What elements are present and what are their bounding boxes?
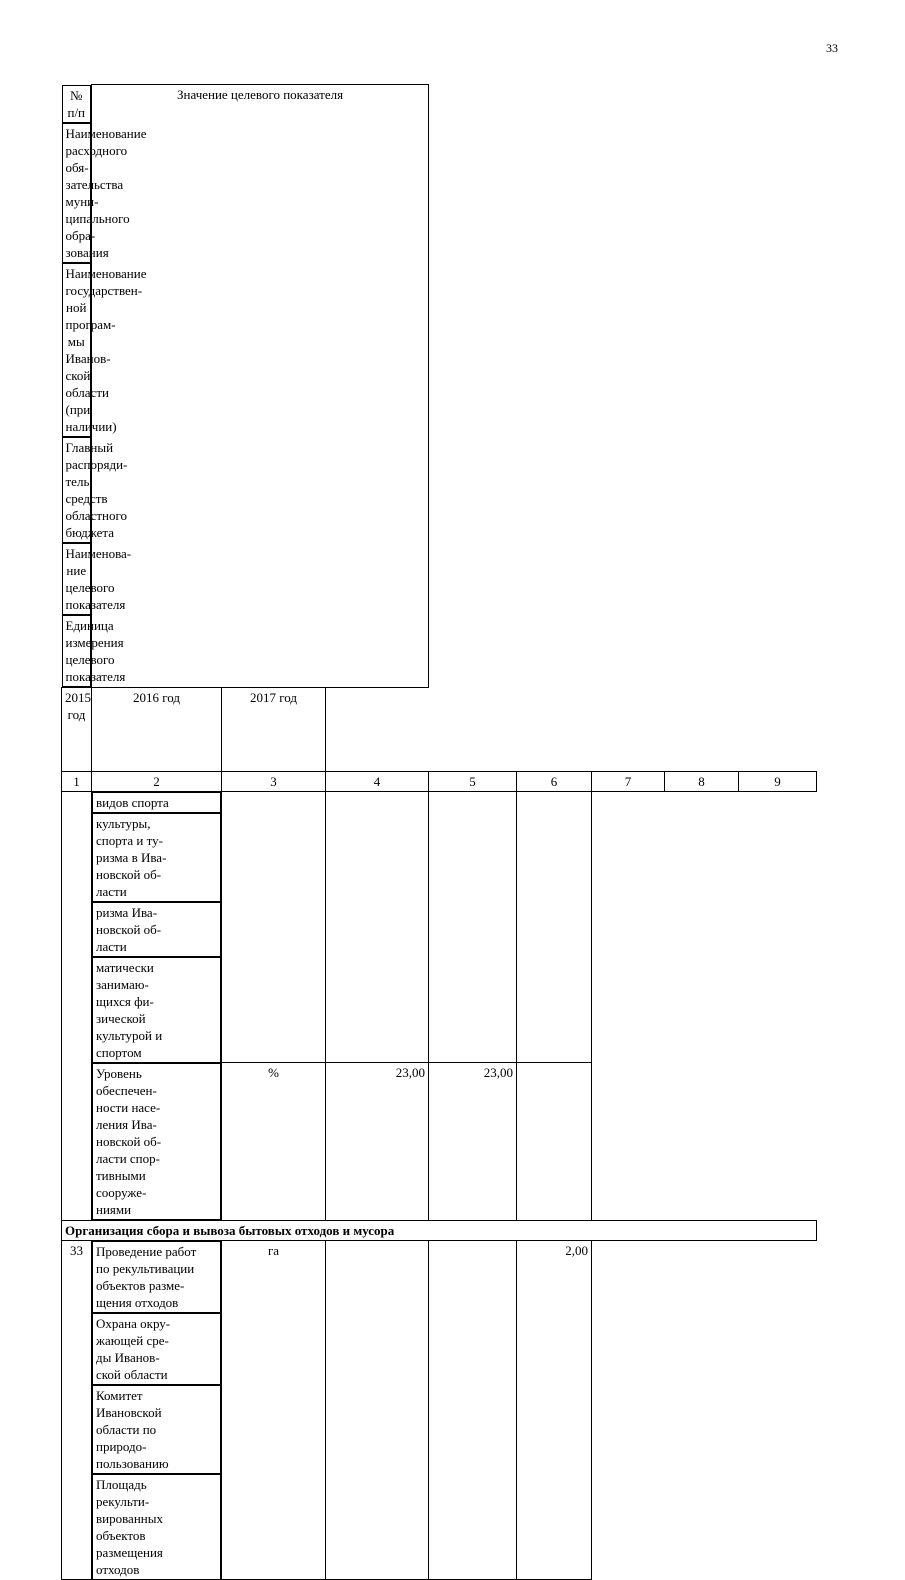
unit-cell: % [222,1063,326,1221]
obligation-cell: видов спорта [92,792,221,813]
obligation-cell: Проведение работ по рекультивации объектов разме- щения отходов [92,1241,221,1313]
program-cell: культуры, спорта и ту- ризма в Ива- новской об- ласти [92,813,221,902]
row-number: 33 [62,1240,92,1580]
page-number: 33 [826,41,838,55]
column-number: 4 [326,771,429,791]
header-target-values: Значение целевого показателя [92,85,429,688]
table-row [62,791,817,1063]
value-2016-cell [429,791,517,1063]
row-number [62,791,92,1220]
header-col-indicator: Наименова- ние целевого показателя [62,543,92,615]
section-title: Организация сбора и вывоза бытовых отходов и мусора [62,1220,817,1240]
header-col-obligation: Наименование расходного обя- зательства муни- ципального обра- зования [62,123,92,263]
column-number: 6 [517,771,592,791]
header-row-years [62,687,817,771]
header-year-2017: 2017 год [222,687,326,771]
column-number: 5 [429,771,517,791]
unit-cell: га [222,1240,326,1580]
column-number: 1 [62,771,92,791]
header-col-unit: Единица измерения целевого показателя [62,615,92,687]
unit-cell [222,791,326,1063]
header-year-2015: 2015 год [62,687,92,771]
value-2015-cell [326,791,429,1063]
column-number: 3 [222,771,326,791]
header-year-2016: 2016 год [92,687,222,771]
indicator-cell: Площадь рекульти- вированных объектов размещения отходов [92,1474,221,1580]
value-2017-cell [517,791,592,1063]
header-col-program: Наименование государствен- ной програм- мы Иванов- ской области (при наличии) [62,263,92,437]
column-number: 9 [739,771,817,791]
column-number-row [62,771,817,791]
program-cell: Охрана окру- жающей сре- ды Иванов- ской области [92,1313,221,1385]
value-2015-cell: 23,00 [326,1063,429,1221]
header-col-num: № п/п [62,85,92,123]
distributor-cell: Комитет Ивановской области по природо- пользованию [92,1385,221,1474]
header-col-distributor: Главный распоряди- тель средств областного бюджета [62,437,92,543]
column-number: 8 [665,771,739,791]
distributor-cell: ризма Ива- новской об- ласти [92,902,221,957]
value-2016-cell [429,1240,517,1580]
indicator-cell: матически занимаю- щихся фи- зической культурой и спортом [92,957,221,1063]
indicator-cell: Уровень обеспечен- ности насе- ления Ива- новской об- ласти спор- тивными сооруже- ниями [92,1063,221,1220]
table-row [62,1063,817,1221]
target-indicators-table [61,84,817,1580]
value-2015-cell [326,1240,429,1580]
value-2016-cell: 23,00 [429,1063,517,1221]
column-number: 7 [592,771,665,791]
section-row [62,1220,817,1240]
column-number: 2 [92,771,222,791]
header-row-top [62,85,817,688]
value-2017-cell: 2,00 [517,1240,592,1580]
table-row [62,1240,817,1580]
value-2017-cell [517,1063,592,1221]
